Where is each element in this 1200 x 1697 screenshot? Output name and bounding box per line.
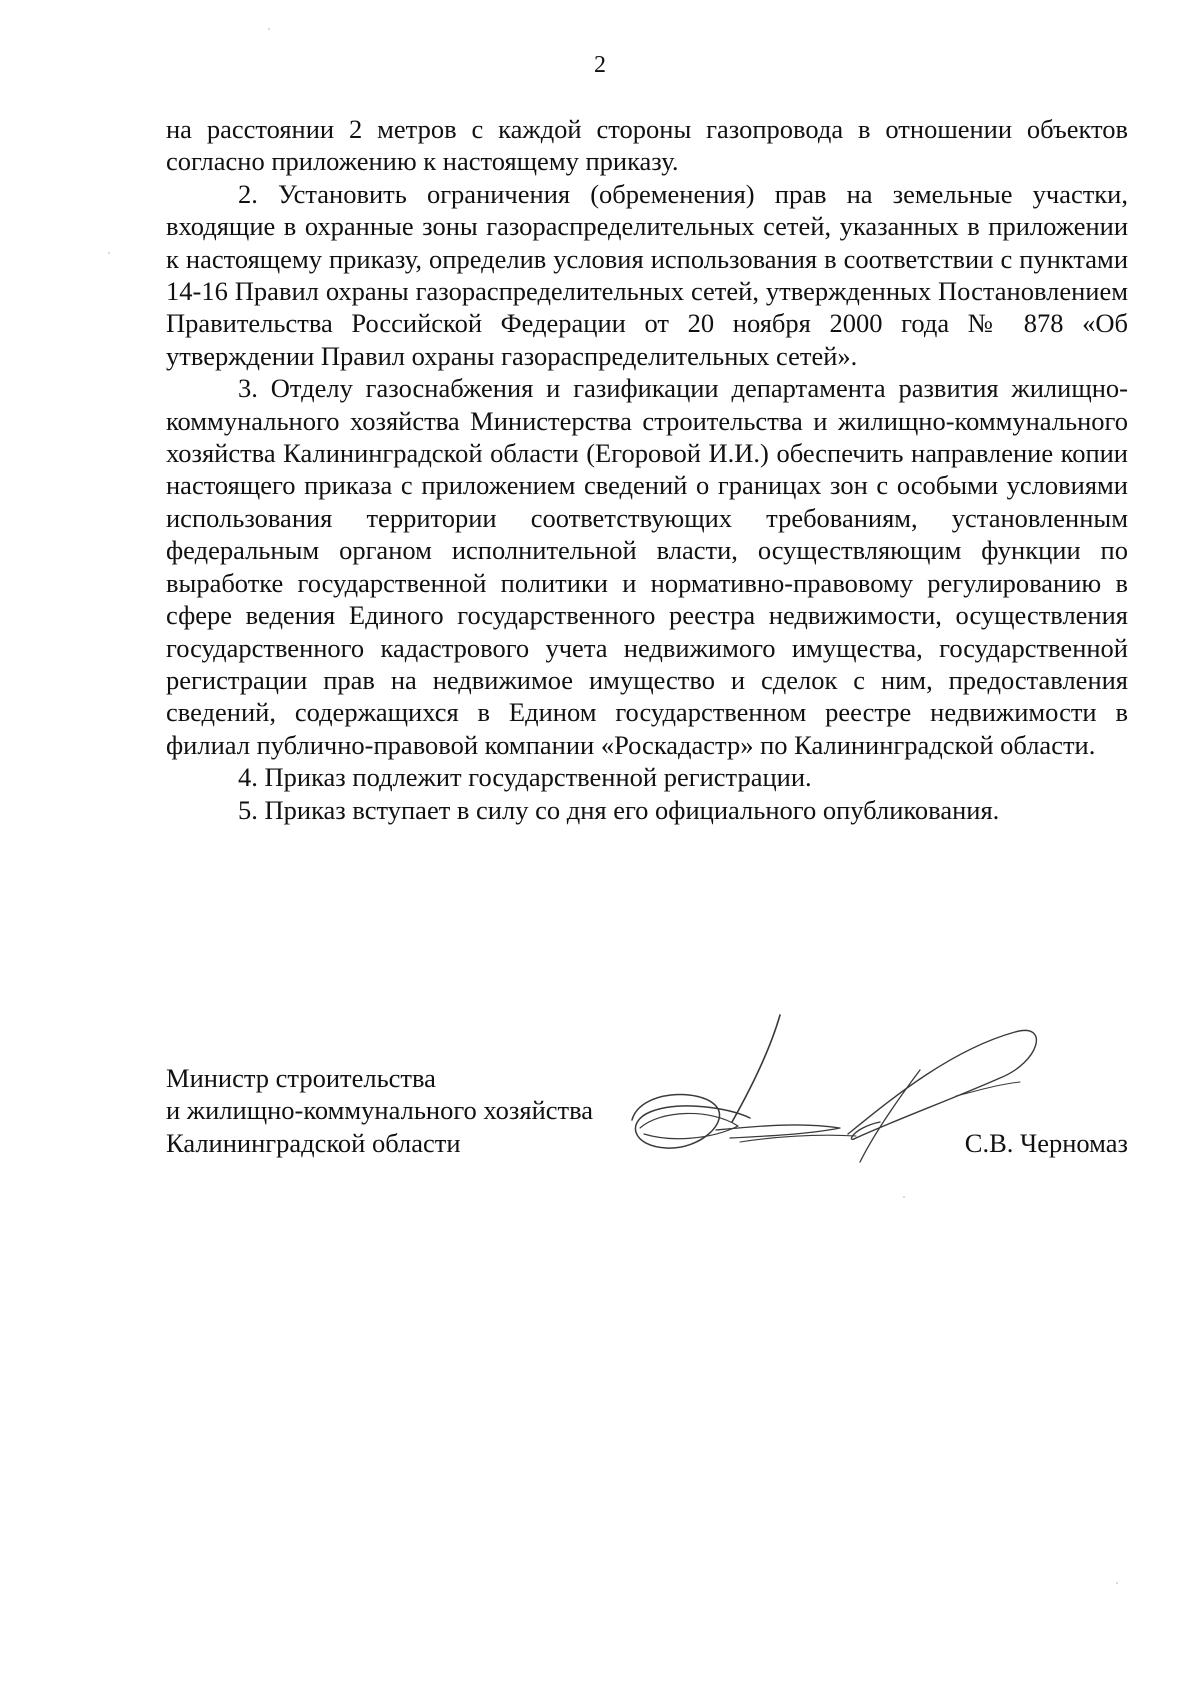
paragraph-item-3: 3. Отделу газоснабжения и газификации департамента развития жилищно-коммунального хозяйства Министерства строительства и жилищно-коммунального хозяйства Калининградской области (Егоровой И.И.) обеспечить направление копии настоящего приказа с приложением сведений о границах зон с особыми условиями использования территории соответствующих требованиям, установленным федеральным органом исполнительной власти, осуществляющим функции по выработке государственной политики и нормативно-правовому регулированию в сфере ведения Единого государственного реестра недвижимости, осуществления государственного кадастрового учета недвижимого имущества, государственной регистрации прав на недвижимое имущество и сделок с ним, предоставления сведений, содержащихся в Едином государственном реестре недвижимости в филиал публично-правовой компании «Роскадастр» по Калининградской области.: [166, 373, 1128, 760]
paragraph-item-5: 5. Приказ вступает в силу со дня его официального опубликования.: [238, 794, 1000, 825]
signatory-title-line: и жилищно-коммунального хозяйства: [166, 1095, 594, 1126]
scan-artifact: [903, 1196, 905, 1198]
scan-artifact: [1116, 1582, 1118, 1584]
document-body: [166, 113, 1128, 826]
signatory-title-line: Министр строительства: [166, 1063, 436, 1093]
paragraph-item-2: 2. Установить ограничения (обременения) прав на земельные участки, входящие в охранные зоны газораспределительных сетей, указанных в приложении к настоящему приказу, определив условия использования в соответствии с пунктами 14-16 Правил охраны газораспределительных сетей, утвержденных Постановлением Правительства Российской Федерации от 20 ноября 2000 года № 878 «Об утверждении Правил охраны газораспределительных сетей».: [166, 178, 1128, 371]
paragraph-continuation: на расстоянии 2 метров с каждой стороны газопровода в отношении объектов согласно приложению к настоящему приказу.: [166, 114, 1128, 177]
scan-artifact: [108, 252, 110, 254]
handwritten-signature: [620, 1010, 1050, 1170]
signatory-title-line: Калининградской области: [166, 1127, 461, 1158]
page-number: 2: [594, 52, 606, 78]
scan-artifact: [268, 28, 270, 30]
signatory-name: С.В. Черномаз: [964, 1127, 1128, 1158]
paragraph-item-4: 4. Приказ подлежит государственной регистрации.: [238, 762, 812, 793]
